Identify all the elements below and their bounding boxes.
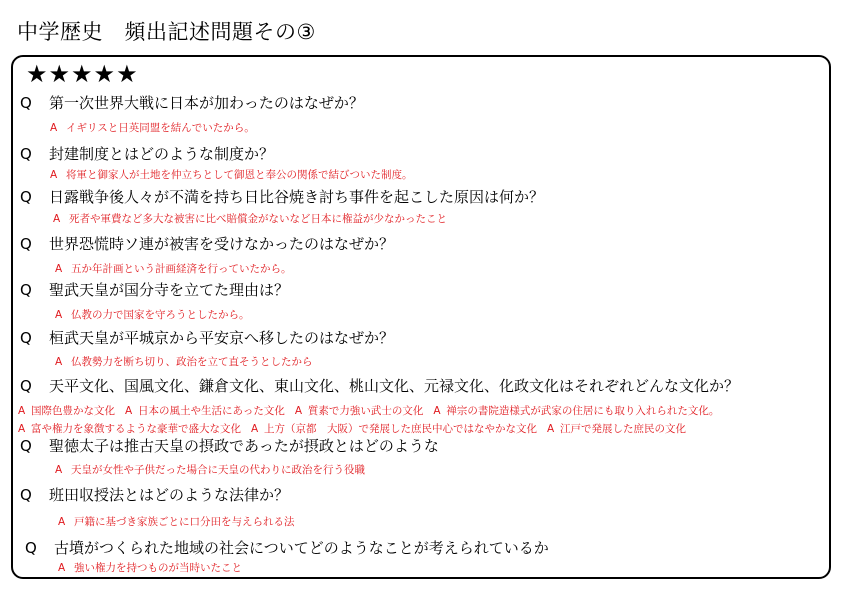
q-mark: Q (20, 486, 32, 504)
a-mark: A (294, 405, 303, 417)
question-text: 桓武天皇が平城京から平安京へ移したのはなぜか？ (49, 329, 395, 347)
culture-answer: A 上方（京都 大阪）で発展した庶民中心ではなやかな文化 (251, 423, 537, 435)
answer-8 (55, 462, 365, 477)
answer-text: 強い権力を持つものが当時いたこと (74, 562, 242, 574)
answer-4 (55, 261, 292, 276)
answer-5 (55, 307, 250, 322)
difficulty-stars: ★★★★★ (26, 60, 139, 88)
question-4 (20, 233, 394, 254)
a-mark: A (55, 309, 63, 321)
a-mark: A (55, 464, 63, 476)
a-mark: A (58, 562, 66, 574)
question-text: 班田収授法とはどのような法律か？ (49, 486, 290, 504)
question-1 (20, 92, 364, 113)
culture-answer: A 江戸で発展した庶民の文化 (547, 423, 686, 435)
q-mark: Q (20, 377, 32, 395)
answer-text: 戸籍に基づき家族ごとに口分田を与えられる法 (74, 516, 295, 528)
q-mark: Q (20, 235, 32, 253)
question-5 (20, 279, 289, 300)
q-mark: Q (20, 94, 32, 112)
culture-answers-row-1 (18, 403, 729, 418)
answer-text: イギリスと日英同盟を結んでいたから。 (66, 122, 255, 134)
culture-answer: A 日本の風土や生活にあった文化 (125, 405, 285, 417)
a-mark: A (125, 405, 133, 417)
q-mark: Q (25, 539, 37, 557)
question-text: 日露戦争後人々が不満を持ち日比谷焼き討ち事件を起こした原因は何か？ (49, 188, 545, 206)
a-mark: A (251, 423, 259, 435)
answer-2 (50, 167, 413, 182)
q-mark: Q (20, 281, 32, 299)
question-9 (20, 484, 289, 505)
answer-6 (55, 354, 313, 369)
a-mark: A (55, 356, 63, 368)
answer-text: 仏教勢力を断ち切り、政治を立て直そうとしたから (71, 356, 313, 368)
answer-9 (58, 514, 295, 529)
answer-3 (53, 211, 447, 226)
q-mark: Q (20, 437, 32, 455)
question-2 (20, 143, 274, 164)
a-mark: A (18, 423, 26, 435)
answer-1 (50, 120, 255, 135)
culture-answers-row-2 (18, 421, 696, 436)
a-mark: A (55, 263, 63, 275)
question-text: 天平文化、国風文化、鎌倉文化、東山文化、桃山文化、元禄文化、化政文化はそれぞれどんな文化か？ (49, 377, 740, 395)
question-text: 古墳がつくられた地域の社会についてどのようなことが考えられているか (54, 539, 549, 557)
answer-text: 五か年計画という計画経済を行っていたから。 (71, 263, 292, 275)
answer-text: 将軍と御家人が土地を仲立ちとして御恩と奉公の関係で結びついた制度。 (66, 169, 413, 181)
a-mark: A (50, 169, 58, 181)
a-mark: A (547, 423, 555, 435)
question-3 (20, 186, 544, 207)
question-text: 封建制度とはどのような制度か？ (49, 145, 275, 163)
question-6 (20, 327, 394, 348)
a-mark: A (433, 405, 441, 417)
answer-text: 死者や軍費など多大な被害に比べ賠償金がないなど日本に権益が少なかったこと (69, 213, 447, 225)
a-mark: A (18, 405, 26, 417)
answer-text: 天皇が女性や子供だった場合に天皇の代わりに政治を行う役職 (71, 464, 365, 476)
question-8 (20, 435, 439, 456)
culture-answer: A 禅宗の書院造様式が武家の住居にも取り入れられた文化。 (433, 405, 720, 417)
culture-answer: A 国際色豊かな文化 (18, 405, 115, 417)
question-10 (25, 537, 549, 558)
a-mark: A (50, 122, 58, 134)
question-text: 世界恐慌時ソ連が被害を受けなかったのはなぜか？ (49, 235, 395, 253)
q-mark: Q (20, 329, 32, 347)
culture-answer: A 富や権力を象徴するような豪華で盛大な文化 (18, 423, 241, 435)
question-text: 聖武天皇が国分寺を立てた理由は？ (49, 281, 290, 299)
question-7 (20, 375, 739, 396)
answer-10 (58, 560, 242, 575)
a-mark: A (53, 213, 61, 225)
answer-text: 仏教の力で国家を守ろうとしたから。 (71, 309, 250, 321)
a-mark: A (58, 516, 66, 528)
culture-answer: A 質素で力強い武士の文化 (294, 405, 424, 417)
question-text: 聖徳太子は推古天皇の摂政であったが摂政とはどのような (49, 437, 439, 455)
page-title: 中学歴史 頻出記述問題その③ (17, 20, 316, 44)
q-mark: Q (20, 188, 32, 206)
question-text: 第一次世界大戦に日本が加わったのはなぜか？ (49, 94, 364, 112)
q-mark: Q (20, 145, 32, 163)
